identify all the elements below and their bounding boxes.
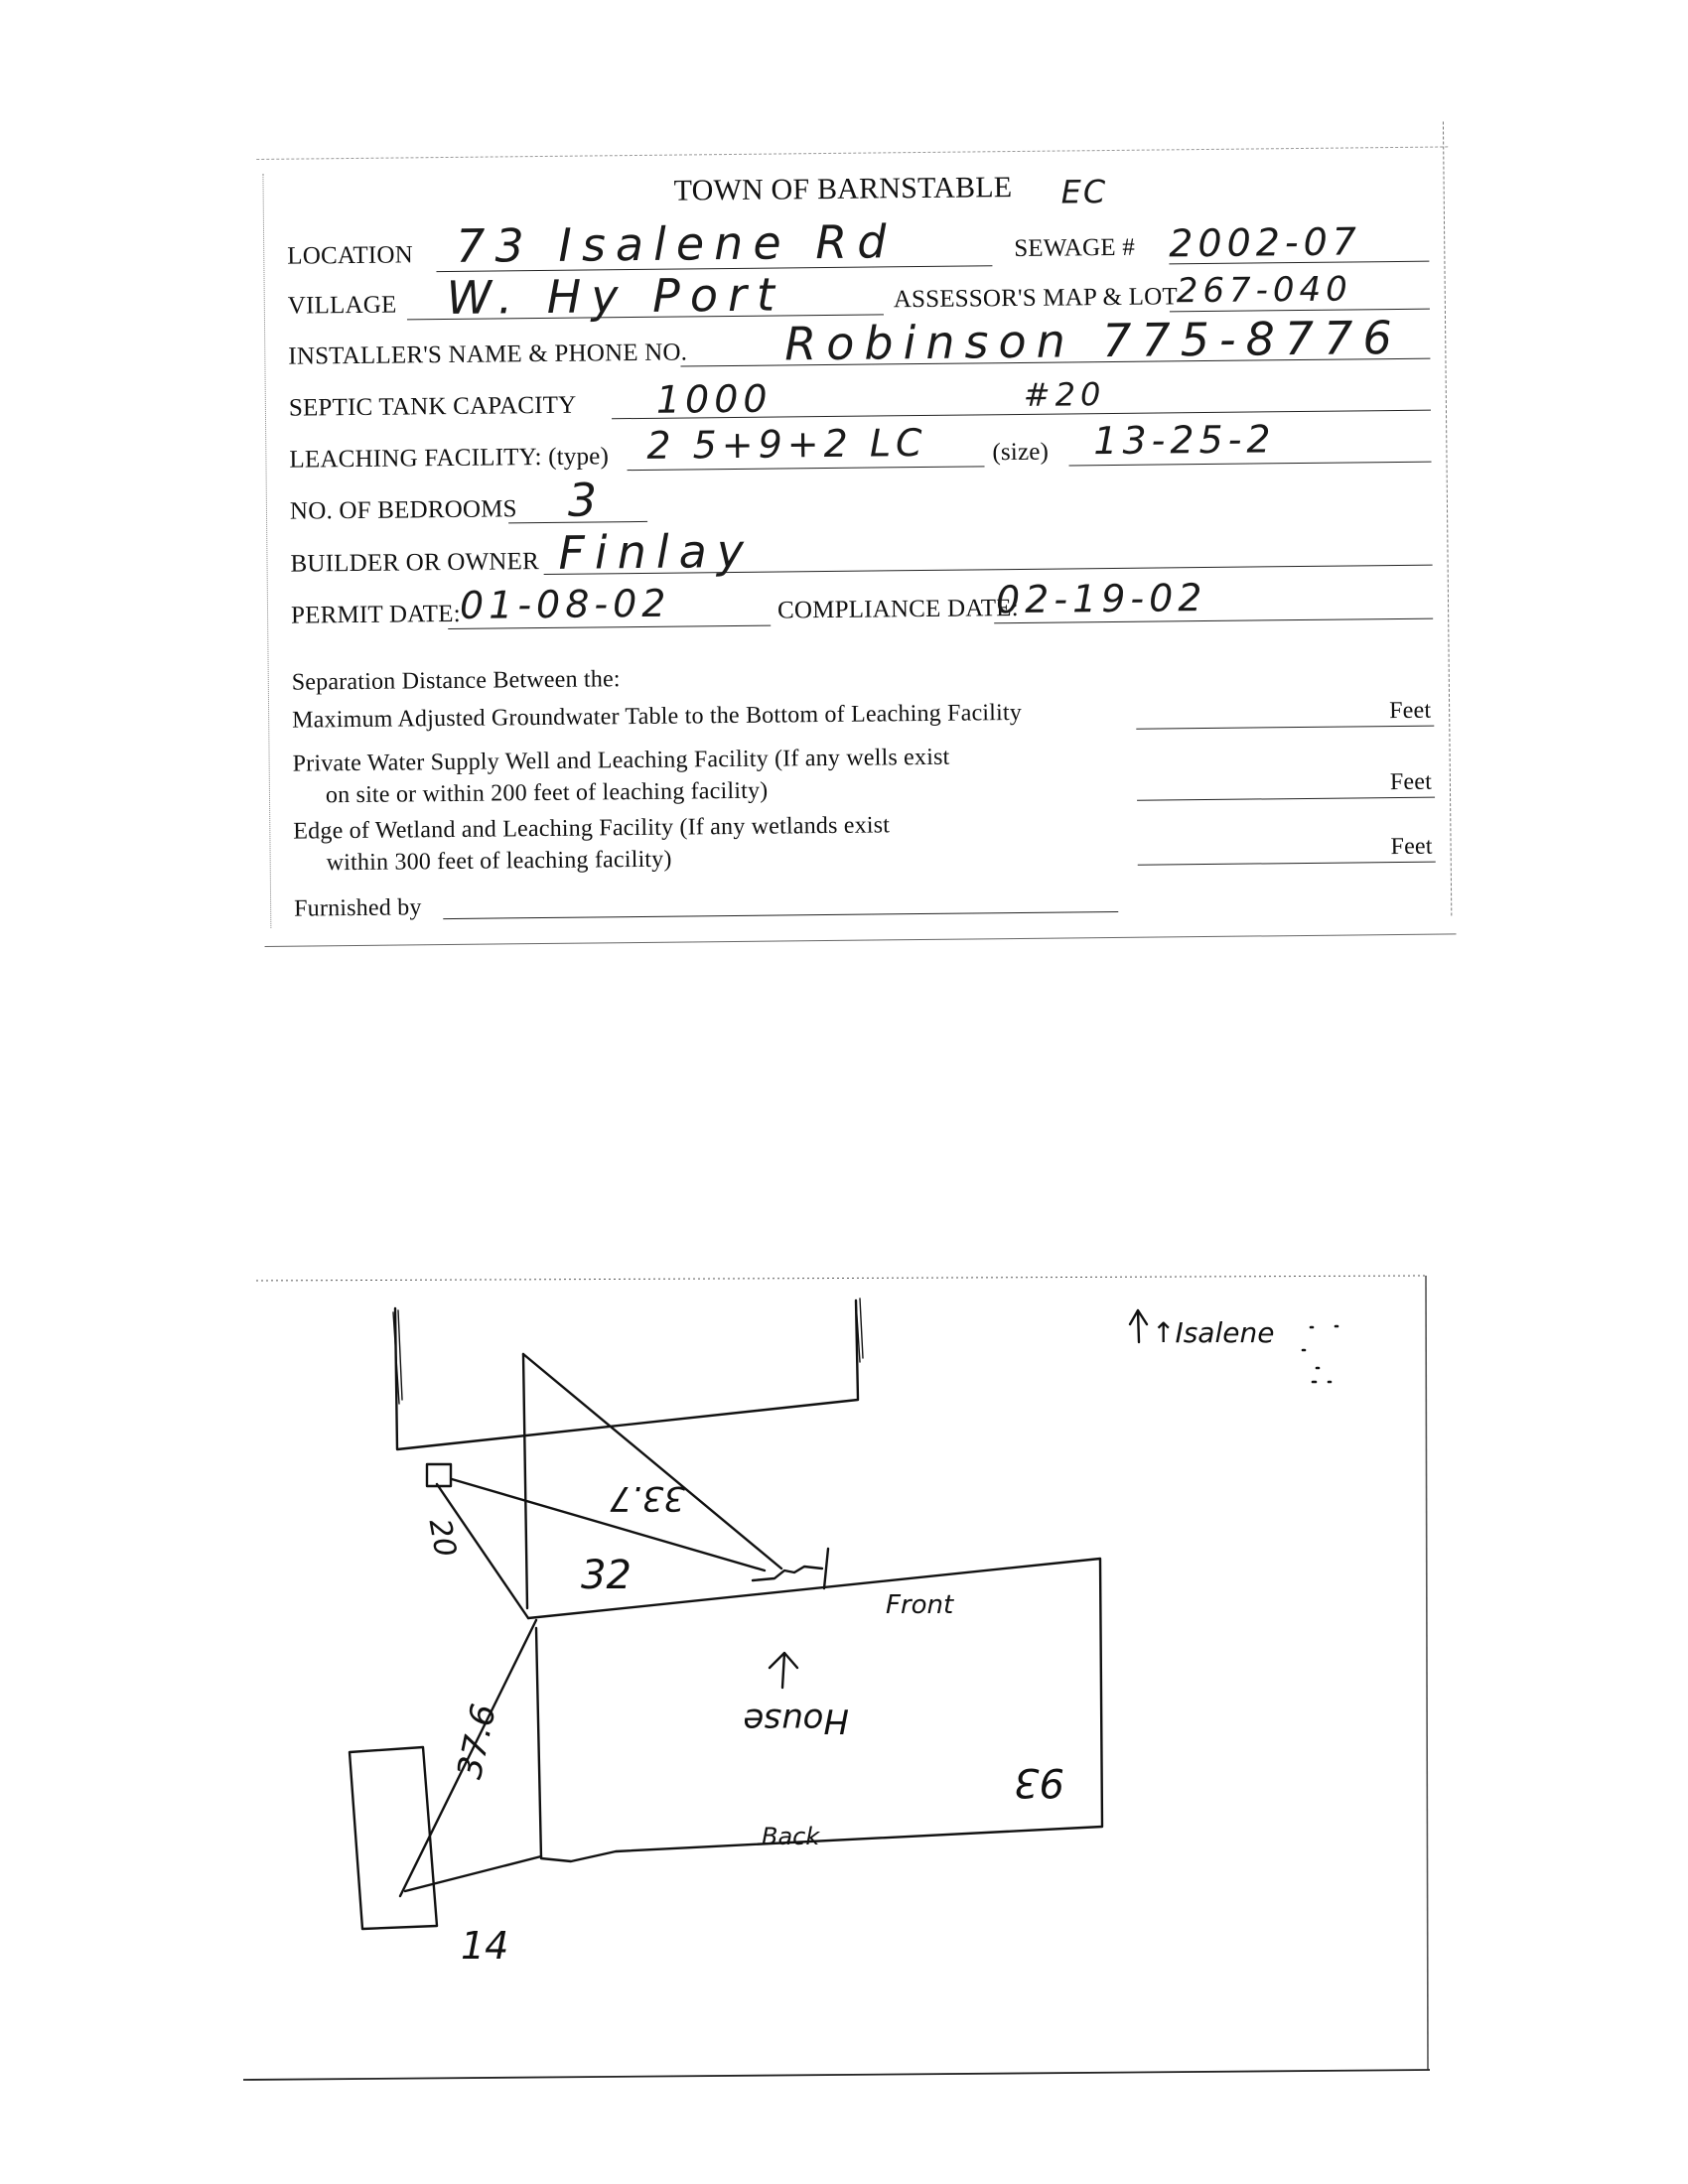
bedrooms-label: NO. OF BEDROOMS <box>289 495 517 525</box>
separation-wetland-line1: Edge of Wetland and Leaching Facility (If any wetlands exist <box>293 812 891 845</box>
location-label: LOCATION <box>287 241 414 270</box>
distance-line-33-7 <box>523 1354 781 1569</box>
street-label: ↑Isalene <box>1152 1316 1275 1349</box>
size-label: (size) <box>992 438 1050 467</box>
installer-name: Robinson <box>783 314 1076 371</box>
bottom-connector-line <box>405 1856 541 1891</box>
septic-note: #20 <box>1023 375 1106 414</box>
permit-value: 01-08-02 <box>459 581 671 627</box>
label-front: Front <box>886 1590 954 1620</box>
septic-value: 1000 <box>655 376 773 422</box>
sketch-card-border <box>243 1276 1430 2080</box>
location-value: 73 Isalene Rd <box>455 214 897 273</box>
installer-label: INSTALLER'S NAME & PHONE NO. <box>288 339 688 370</box>
tank-box <box>427 1464 451 1486</box>
builder-value: Finlay <box>558 523 755 580</box>
septic-label: SEPTIC TANK CAPACITY <box>288 391 577 422</box>
leaching-rect <box>350 1747 437 1929</box>
separation-wetland-line2: within 300 feet of leaching facility) <box>326 846 672 877</box>
village-label: VILLAGE <box>287 291 397 320</box>
neighbor-structure-hatch-left <box>393 1310 402 1404</box>
sewage-label: SEWAGE # <box>1014 233 1136 263</box>
label-back: Back <box>762 1823 820 1850</box>
sewage-value: 2002-07 <box>1168 219 1362 266</box>
compliance-value: 02-19-02 <box>995 576 1207 622</box>
furnished-label: Furnished by <box>294 894 422 922</box>
leaching-label: LEACHING FACILITY: (type) <box>289 443 610 474</box>
village-value: W. Hy Port <box>446 267 785 325</box>
street-arrow <box>1130 1310 1147 1342</box>
separation-well-line2: on site or within 200 feet of leaching facility) <box>325 777 769 809</box>
compliance-label: COMPLIANCE DATE: <box>776 594 1019 624</box>
wetland-feet-label: Feet <box>1390 833 1433 861</box>
leaching-type-value: 2 5+9+2 LC <box>646 420 927 468</box>
label-33-7: 33.7 <box>610 1478 685 1518</box>
separation-heading: Separation Distance Between the: <box>291 666 621 696</box>
label-93: 93 <box>1014 1759 1064 1805</box>
separation-groundwater: Maximum Adjusted Groundwater Table to the Bottom of Leaching Facility <box>292 699 1023 734</box>
street-dots <box>1303 1326 1337 1382</box>
groundwater-feet-label: Feet <box>1389 697 1432 725</box>
label-32: 32 <box>581 1553 632 1598</box>
vertical-offset-line <box>523 1354 527 1608</box>
separation-well-line1: Private Water Supply Well and Leaching Facility (If any wells exist <box>292 744 950 777</box>
label-20: 20 <box>421 1516 463 1560</box>
permit-label: PERMIT DATE: <box>290 600 461 629</box>
label-14: 14 <box>461 1924 509 1968</box>
assessor-value: 267-040 <box>1176 269 1352 312</box>
house-arrow <box>770 1653 797 1688</box>
label-37-6: 37.6 <box>450 1701 504 1783</box>
neighbor-structure-outline <box>395 1300 858 1449</box>
card-title: TOWN OF BARNSTABLE <box>673 171 1013 207</box>
installer-phone: 775-8776 <box>1101 310 1402 368</box>
corner-mark: EC <box>1060 173 1108 211</box>
size-value: 13-25-2 <box>1093 417 1276 464</box>
bedrooms-value: 3 <box>567 473 608 527</box>
label-house: House <box>743 1701 849 1740</box>
assessor-label: ASSESSOR'S MAP & LOT <box>893 283 1179 314</box>
well-feet-label: Feet <box>1389 768 1433 796</box>
builder-label: BUILDER OR OWNER <box>290 548 540 578</box>
